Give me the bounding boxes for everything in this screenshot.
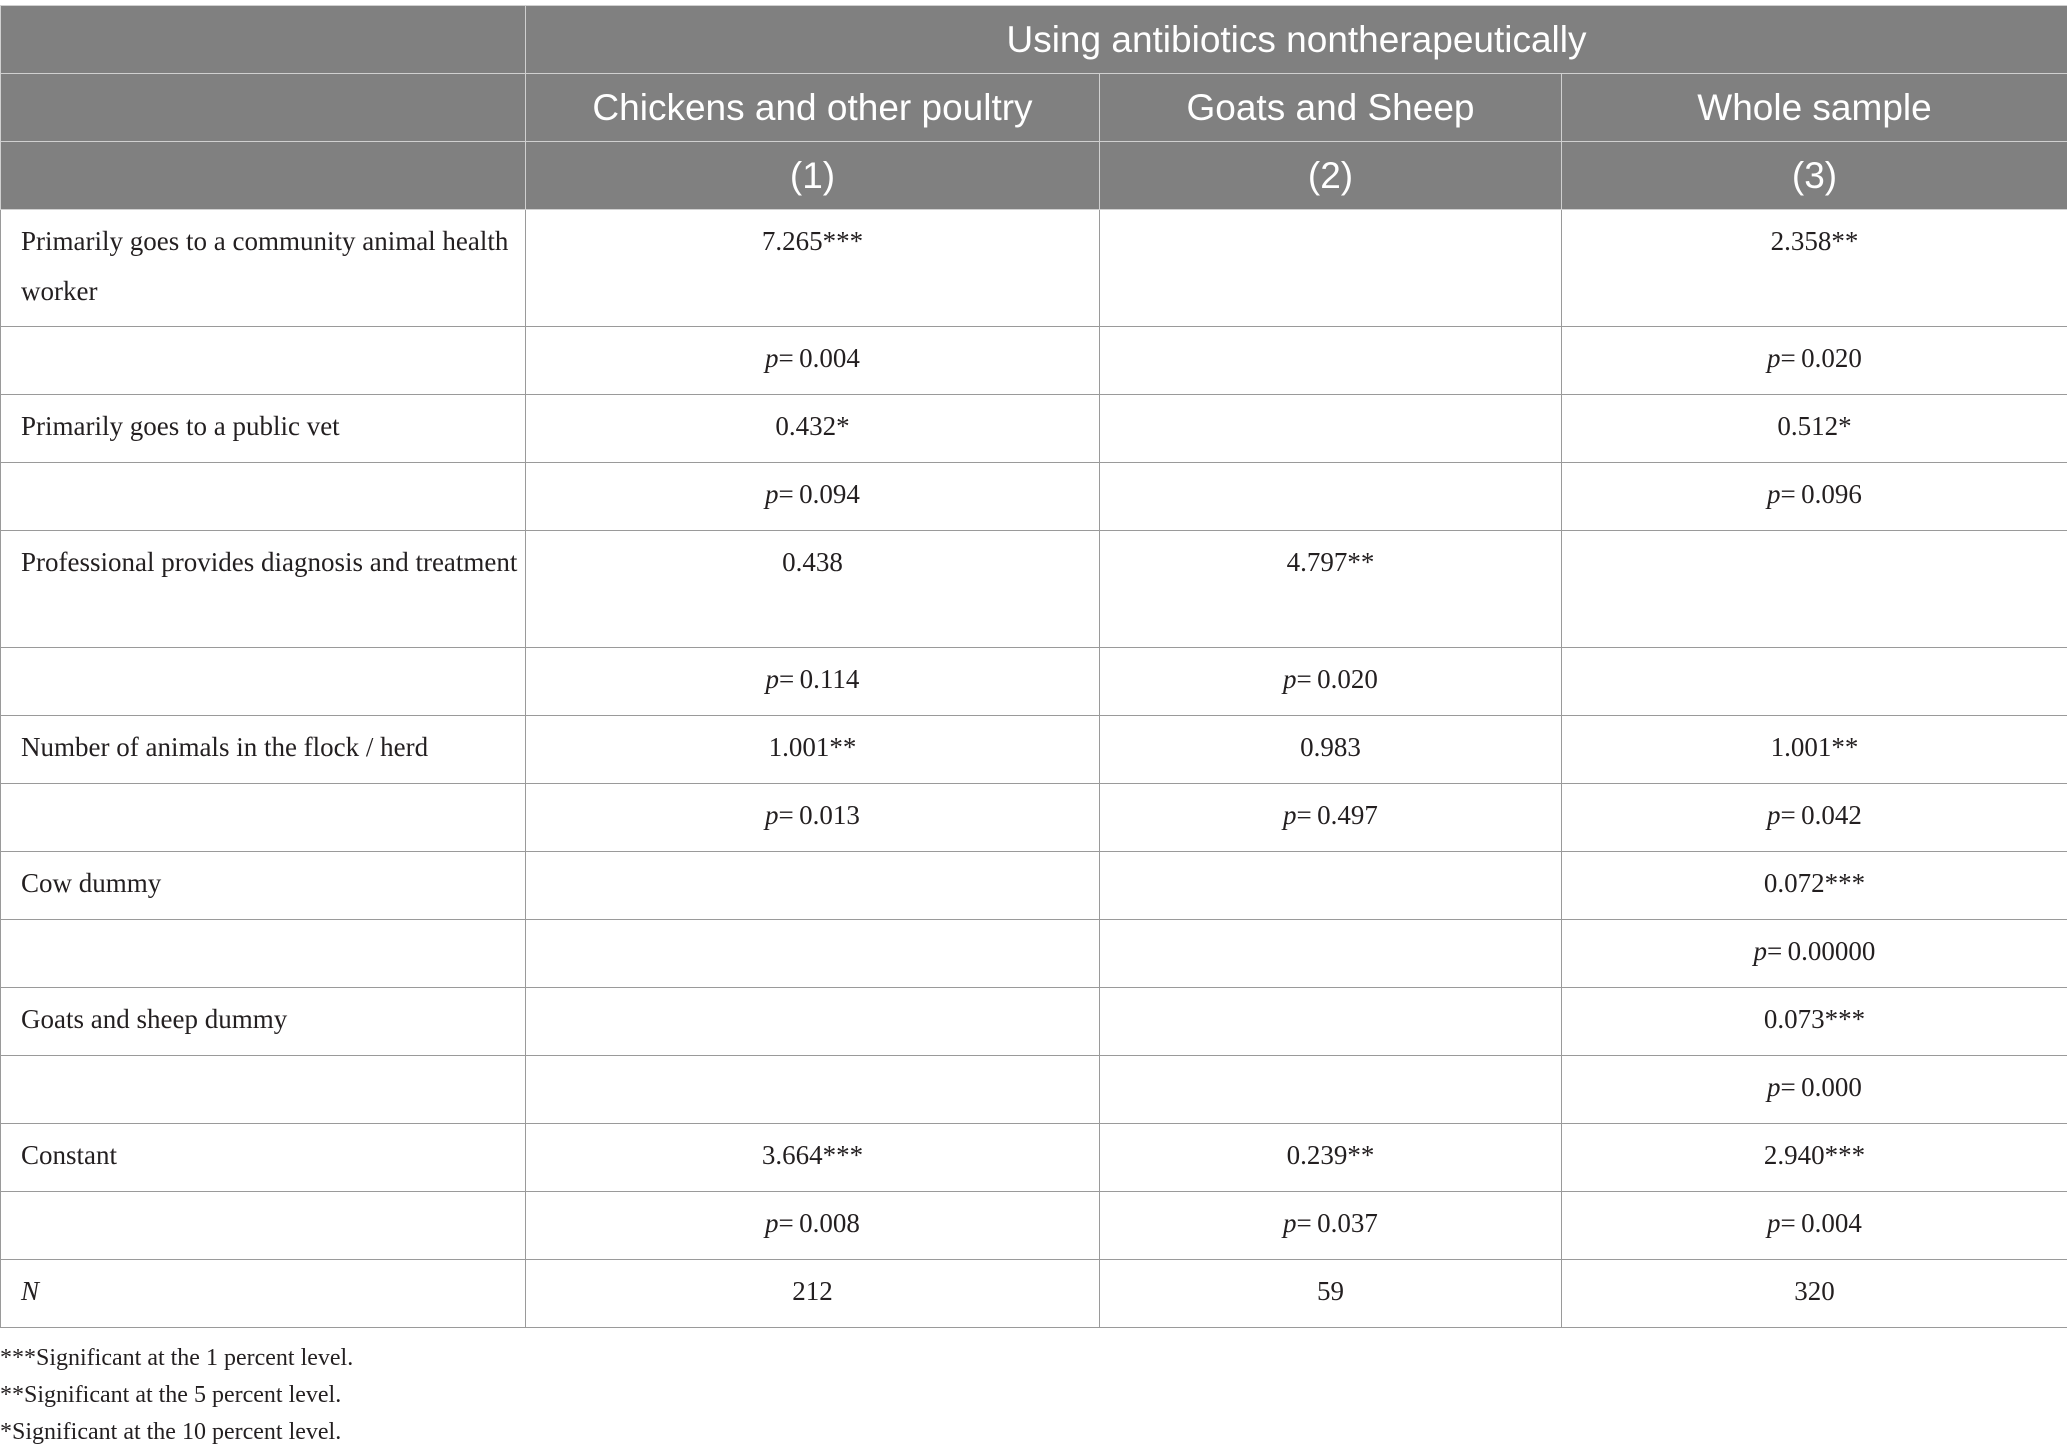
table-row-pvalue — [1, 463, 2067, 531]
empty-label-cell — [1, 1056, 526, 1124]
column-number-3: (3) — [1562, 142, 2067, 210]
variable-label: Primarily goes to a public vet — [1, 395, 526, 463]
p-value-number: = 0.00000 — [1767, 936, 1875, 966]
header-row-group — [1, 6, 2067, 74]
coefficient-cell: 2.940*** — [1562, 1124, 2067, 1192]
coefficient-cell: 0.239** — [1100, 1124, 1562, 1192]
p-symbol: p — [1767, 800, 1781, 830]
variable-label: Primarily goes to a community animal health worker — [1, 210, 526, 327]
table-row — [1, 716, 2067, 784]
variable-label: Cow dummy — [1, 852, 526, 920]
p-value-cell — [1100, 920, 1562, 988]
empty-label-cell — [1, 920, 526, 988]
table-row-pvalue — [1, 327, 2067, 395]
table-body — [1, 210, 2067, 1328]
table-row — [1, 395, 2067, 463]
p-symbol: p — [765, 1208, 779, 1238]
coefficient-cell: 3.664*** — [526, 1124, 1100, 1192]
p-value-number: = 0.013 — [779, 800, 860, 830]
column-number-2: (2) — [1100, 142, 1562, 210]
p-value-number: = 0.004 — [1781, 1208, 1862, 1238]
p-value-cell — [1562, 920, 2067, 988]
p-value-cell — [526, 463, 1100, 531]
regression-table-document — [0, 5, 2067, 1451]
p-symbol: p — [1754, 936, 1768, 966]
sample-size-row — [1, 1260, 2067, 1328]
p-value-cell — [526, 327, 1100, 395]
header-corner-cell — [1, 6, 526, 74]
coefficient-cell — [1100, 395, 1562, 463]
empty-label-cell — [1, 463, 526, 531]
p-value-cell — [1100, 1192, 1562, 1260]
p-value-cell — [1100, 784, 1562, 852]
table-row — [1, 988, 2067, 1056]
p-symbol: p — [1283, 800, 1297, 830]
table-row-pvalue — [1, 784, 2067, 852]
p-value-cell — [1562, 1056, 2067, 1124]
p-value-number: = 0.020 — [1297, 664, 1378, 694]
p-value-cell — [1100, 463, 1562, 531]
table-row-pvalue — [1, 920, 2067, 988]
p-symbol: p — [766, 664, 780, 694]
table-row-pvalue — [1, 648, 2067, 716]
p-symbol: p — [1767, 1208, 1781, 1238]
p-symbol: p — [765, 343, 779, 373]
p-symbol: p — [1767, 1072, 1781, 1102]
coefficient-cell: 2.358** — [1562, 210, 2067, 327]
coefficient-cell: 4.797** — [1100, 531, 1562, 648]
empty-label-cell — [1, 1192, 526, 1260]
coefficient-cell — [526, 988, 1100, 1056]
column-number-1: (1) — [526, 142, 1100, 210]
coefficient-cell: 1.001** — [1562, 716, 2067, 784]
coefficient-cell: 0.983 — [1100, 716, 1562, 784]
p-symbol: p — [1283, 664, 1297, 694]
header-row-numbers — [1, 142, 2067, 210]
variable-label: Goats and sheep dummy — [1, 988, 526, 1056]
p-value-number: = 0.497 — [1297, 800, 1378, 830]
coefficient-cell — [1100, 210, 1562, 327]
coefficient-cell — [1562, 531, 2067, 648]
p-value-number: = 0.042 — [1781, 800, 1862, 830]
header-row-columns — [1, 74, 2067, 142]
p-value-cell — [1562, 784, 2067, 852]
p-value-cell — [1100, 648, 1562, 716]
header-corner-cell — [1, 74, 526, 142]
coefficient-cell: 0.512* — [1562, 395, 2067, 463]
header-group-title: Using antibiotics nontherapeutically — [526, 6, 2067, 74]
p-value-number: = 0.008 — [779, 1208, 860, 1238]
p-symbol: p — [1767, 343, 1781, 373]
table-row — [1, 852, 2067, 920]
coefficient-cell: 0.073*** — [1562, 988, 2067, 1056]
table-row-pvalue — [1, 1192, 2067, 1260]
empty-label-cell — [1, 784, 526, 852]
p-symbol: p — [765, 479, 779, 509]
sample-size-value: 59 — [1100, 1260, 1562, 1328]
coefficient-cell: 1.001** — [526, 716, 1100, 784]
p-value-cell — [1562, 463, 2067, 531]
coefficient-cell: 0.432* — [526, 395, 1100, 463]
sample-size-value: 212 — [526, 1260, 1100, 1328]
p-value-number: = 0.020 — [1781, 343, 1862, 373]
footnote-1pct: ***Significant at the 1 percent level. — [0, 1340, 2067, 1377]
coefficient-cell — [1100, 988, 1562, 1056]
variable-label: Constant — [1, 1124, 526, 1192]
coefficient-cell: 7.265*** — [526, 210, 1100, 327]
table-row — [1, 531, 2067, 648]
coefficient-cell: 0.438 — [526, 531, 1100, 648]
p-symbol: p — [1283, 1208, 1297, 1238]
sample-size-label: N — [1, 1260, 526, 1328]
p-value-number: = 0.000 — [1781, 1072, 1862, 1102]
coefficient-cell: 0.072*** — [1562, 852, 2067, 920]
p-value-cell — [526, 1056, 1100, 1124]
p-value-cell — [1100, 327, 1562, 395]
p-value-cell — [1562, 648, 2067, 716]
empty-label-cell — [1, 327, 526, 395]
sample-size-value: 320 — [1562, 1260, 2067, 1328]
p-value-cell — [1100, 1056, 1562, 1124]
p-value-cell — [1562, 1192, 2067, 1260]
p-value-cell — [1562, 327, 2067, 395]
p-symbol: p — [1767, 479, 1781, 509]
header-corner-cell — [1, 142, 526, 210]
p-value-number: = 0.094 — [779, 479, 860, 509]
p-value-cell — [526, 1192, 1100, 1260]
empty-label-cell — [1, 648, 526, 716]
coefficient-cell — [526, 852, 1100, 920]
p-value-number: = 0.004 — [779, 343, 860, 373]
table-row — [1, 1124, 2067, 1192]
regression-table — [0, 5, 2067, 1328]
p-value-number: = 0.037 — [1297, 1208, 1378, 1238]
variable-label: Professional provides diagnosis and treatment — [1, 531, 526, 648]
table-row-pvalue — [1, 1056, 2067, 1124]
column-header-whole-sample: Whole sample — [1562, 74, 2067, 142]
footnote-10pct: *Significant at the 10 percent level. — [0, 1414, 2067, 1451]
variable-label: Number of animals in the flock / herd — [1, 716, 526, 784]
coefficient-cell — [1100, 852, 1562, 920]
p-value-cell — [526, 920, 1100, 988]
column-header-goats-sheep: Goats and Sheep — [1100, 74, 1562, 142]
p-value-number: = 0.096 — [1781, 479, 1862, 509]
table-footnotes — [0, 1340, 2067, 1451]
p-symbol: p — [765, 800, 779, 830]
p-value-number: = 0.114 — [779, 664, 859, 694]
p-value-cell — [526, 784, 1100, 852]
p-value-cell — [526, 648, 1100, 716]
table-row — [1, 210, 2067, 327]
footnote-5pct: **Significant at the 5 percent level. — [0, 1377, 2067, 1414]
column-header-poultry: Chickens and other poultry — [526, 74, 1100, 142]
